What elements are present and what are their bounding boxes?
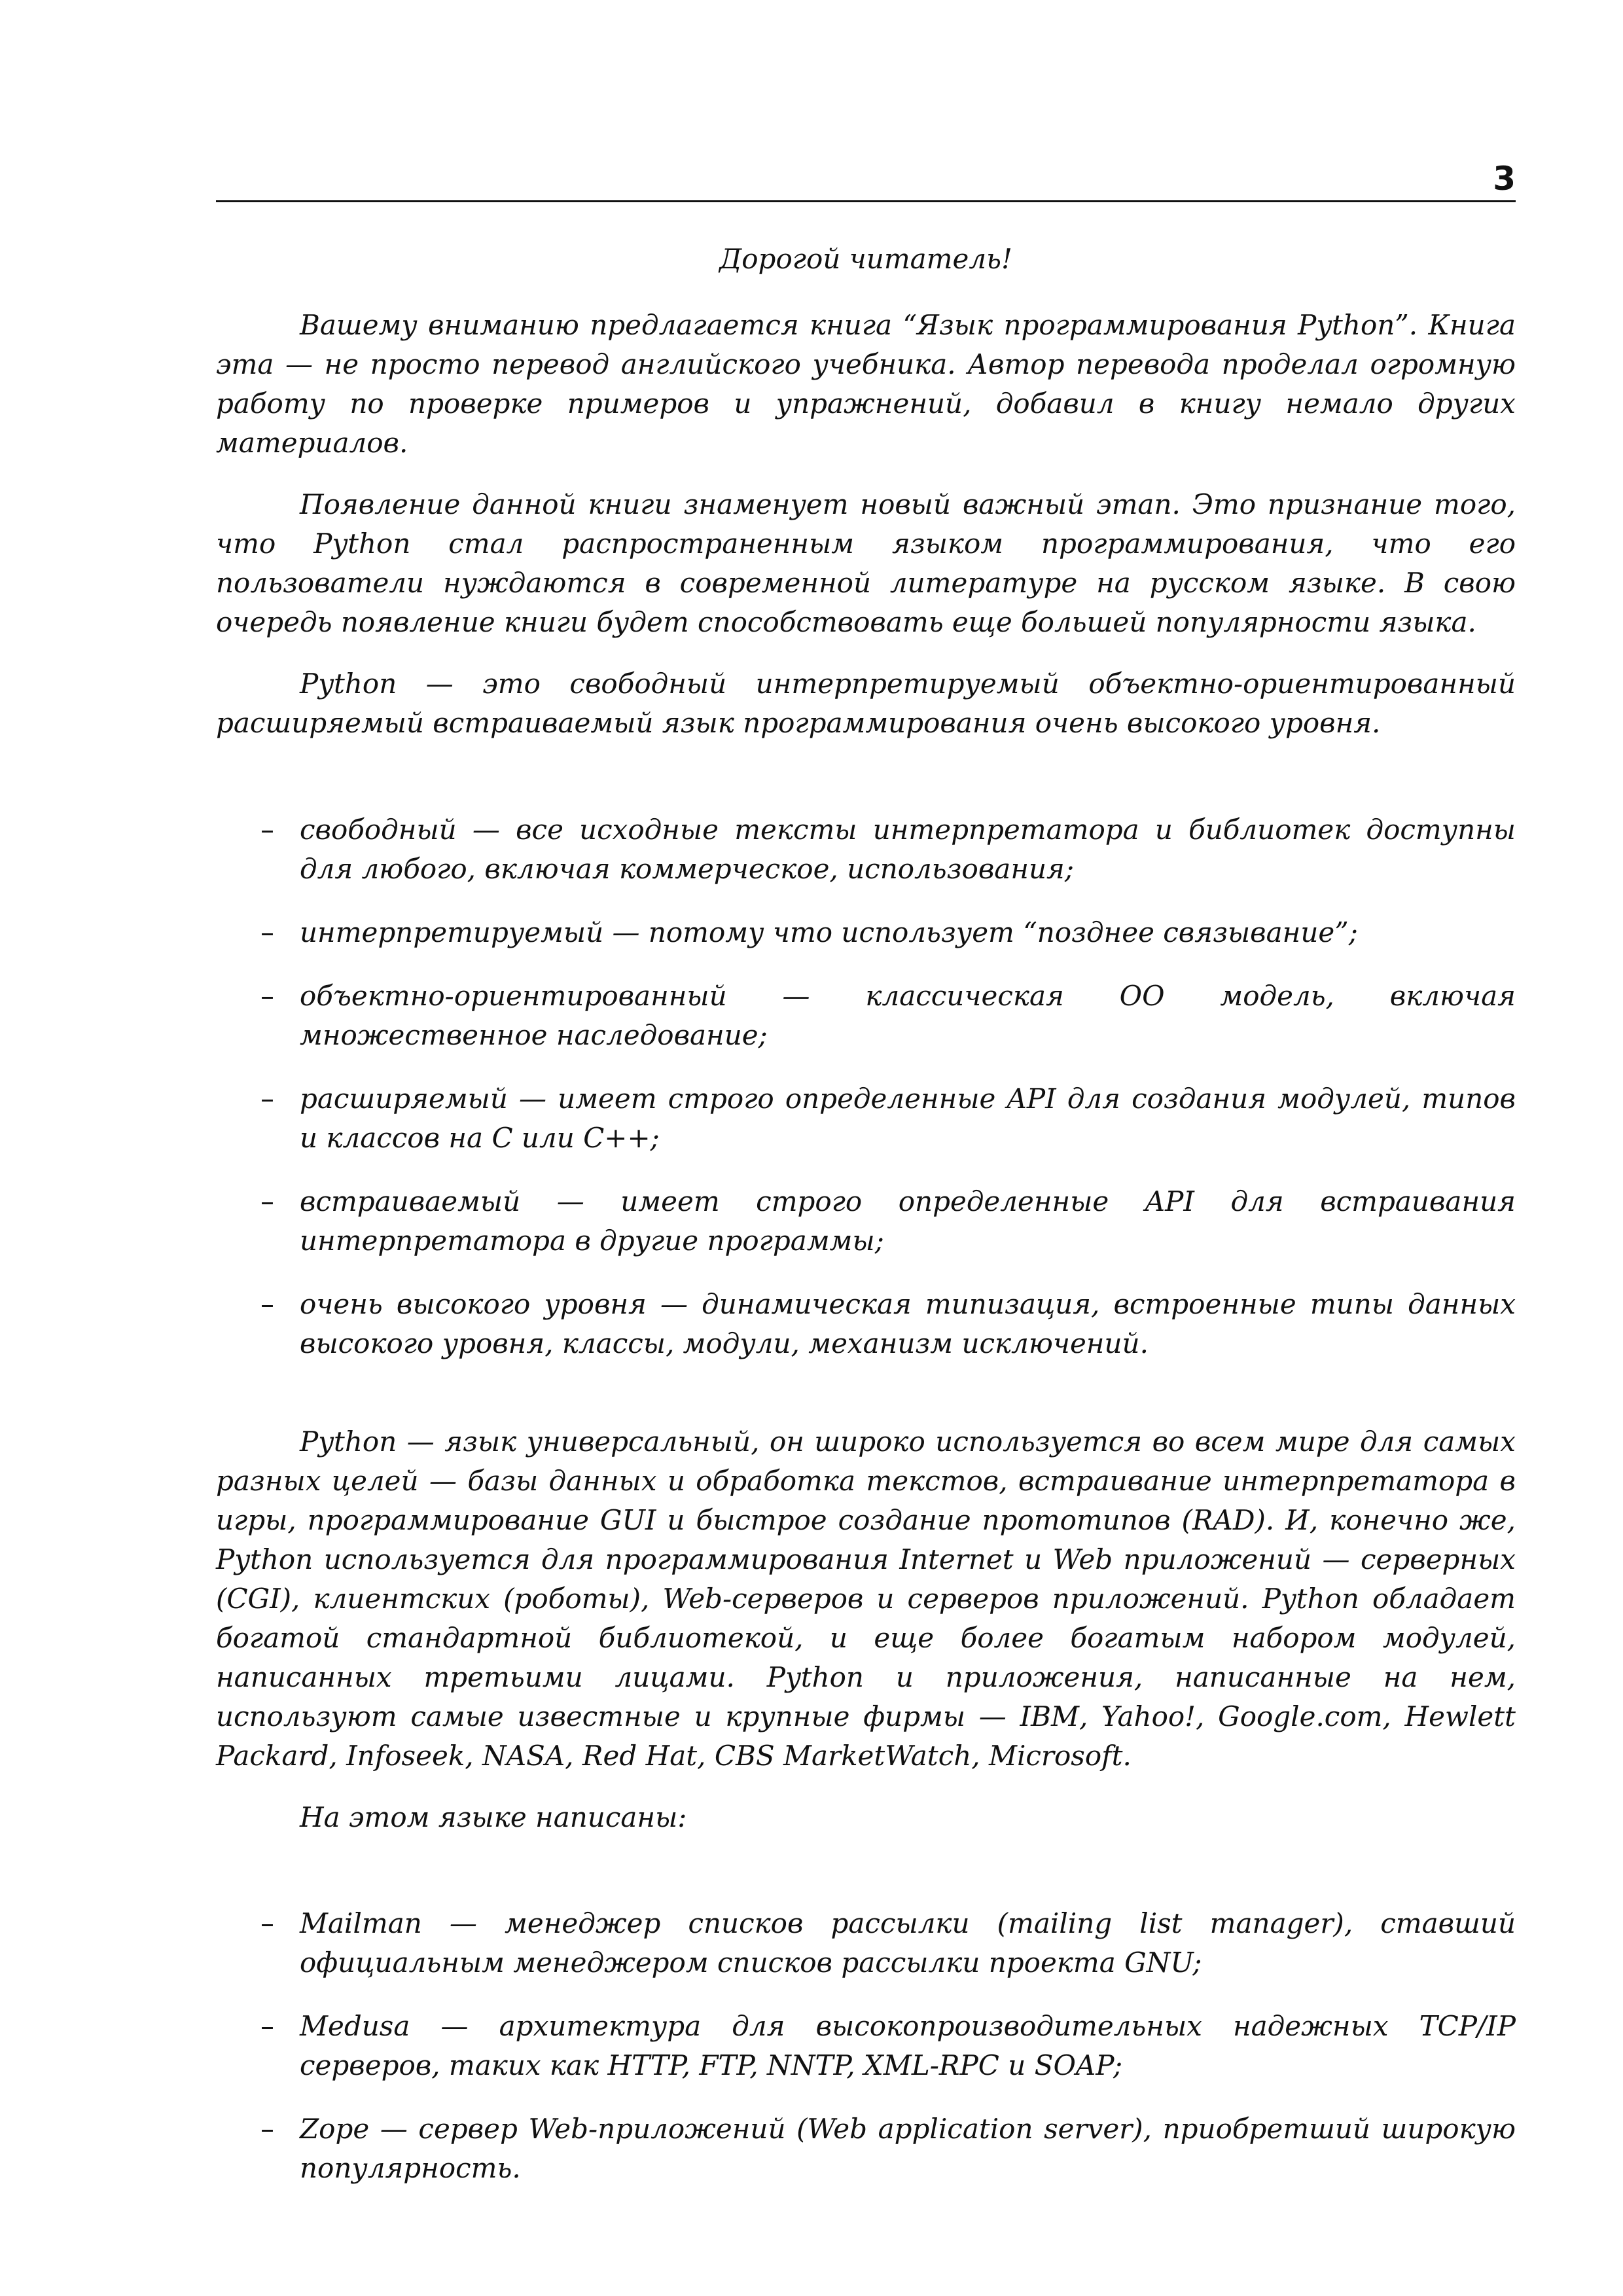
list-item bbox=[216, 1904, 1516, 1982]
list-item bbox=[216, 810, 1516, 889]
list-item bbox=[216, 1182, 1516, 1261]
list-item-text: объектно-ориентированный — классическая ОО модель, включая множественное наследование; bbox=[300, 980, 1516, 1051]
intro-paragraph-1: Вашему вниманию предлагается книга “Язык программирования Python”. Книга эта — не просто перевод английского учебника. Автор перевода проделал огромную работу по проверке примеров и упражнений, добавил в книгу немало других материалов. bbox=[216, 309, 1516, 459]
page-content bbox=[216, 240, 1516, 2221]
list-item-text: свободный — все исходные тексты интерпретатора и библиотек доступны для любого, включая коммерческое, использования; bbox=[300, 814, 1516, 885]
list-item-text: очень высокого уровня — динамическая типизация, встроенные типы данных высокого уровня, классы, модули, механизм исключений. bbox=[300, 1288, 1516, 1359]
dash-bullet: – bbox=[260, 1288, 274, 1320]
dash-bullet: – bbox=[260, 1185, 274, 1217]
list-item bbox=[216, 1285, 1516, 1363]
dash-bullet: – bbox=[260, 1907, 274, 1939]
dash-bullet: – bbox=[260, 1083, 274, 1115]
list-item-text: интерпретируемый — потому что использует “позднее связывание”; bbox=[300, 916, 1358, 948]
list-item-text: Zope — сервер Web-приложений (Web application server), приобретший широкую популярность. bbox=[300, 2113, 1516, 2184]
list-item bbox=[216, 2007, 1516, 2085]
salutation: Дорогой читатель! bbox=[719, 243, 1012, 275]
dash-bullet: – bbox=[260, 916, 274, 948]
dash-bullet: – bbox=[260, 2010, 274, 2042]
dash-bullet: – bbox=[260, 814, 274, 846]
dash-bullet: – bbox=[260, 980, 274, 1012]
written-in-intro: На этом языке написаны: bbox=[300, 1801, 687, 1833]
list-item bbox=[216, 977, 1516, 1055]
list-item-text: встраиваемый — имеет строго определенные API для встраивания интерпретатора в другие программы; bbox=[300, 1185, 1516, 1257]
written-in-list bbox=[216, 1904, 1516, 2188]
intro-paragraph-3: Python — это свободный интерпретируемый объектно-ориентированный расширяемый встраиваемый язык программирования очень высокого уровня. bbox=[216, 668, 1516, 739]
list-item-text: Mailman — менеджер списков рассылки (mailing list manager), ставший официальным менеджером списков рассылки проекта GNU; bbox=[300, 1907, 1516, 1979]
intro-paragraph-2: Появление данной книги знаменует новый важный этап. Это признание того, что Python стал распространенным языком программирования, что его пользователи нуждаются в современной литературе на русском языке. В свою очередь появление книги будет способствовать еще большей популярности языка. bbox=[216, 488, 1516, 638]
list-item-text: расширяемый — имеет строго определенные API для создания модулей, типов и классов на C или C++; bbox=[300, 1083, 1516, 1154]
list-item bbox=[216, 913, 1516, 952]
universal-paragraph: Python — язык универсальный, он широко используется во всем мире для самых разных целей — базы данных и обработка текстов, встраивание интерпретатора в игры, программирование GUI и быстрое создание прототипов (RAD). И, конечно же, Python используется для программирования Internet и Web приложений — серверных (CGI), клиентских (роботы), Web-серверов и серверов приложений. Python обладает богатой стандартной библиотекой, и еще более богатым набором модулей, написанных третьими лицами. Python и приложения, написанные на нем, используют самые известные и крупные фирмы — IBM, Yahoo!, Google.com, Hewlett Packard, Infoseek, NASA, Red Hat, CBS MarketWatch, Microsoft. bbox=[216, 1426, 1516, 1772]
page-number: 3 bbox=[1493, 160, 1516, 198]
list-item-text: Medusa — архитектура для высокопроизводительных надежных TCP/IP серверов, таких как HTTP, FTP, NNTP, XML-RPC и SOAP; bbox=[300, 2010, 1516, 2081]
list-item bbox=[216, 1079, 1516, 1158]
list-item bbox=[216, 2109, 1516, 2188]
header-rule bbox=[216, 200, 1516, 202]
dash-bullet: – bbox=[260, 2113, 274, 2145]
features-list bbox=[216, 810, 1516, 1363]
